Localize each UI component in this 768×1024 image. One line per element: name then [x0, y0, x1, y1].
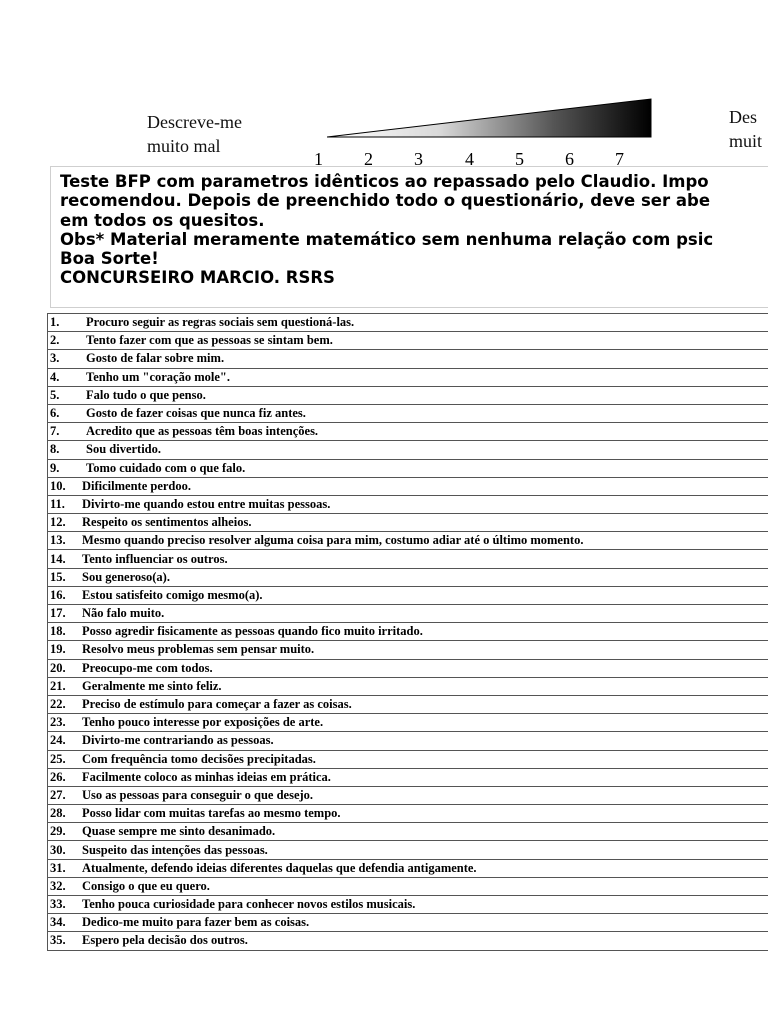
table-row [48, 841, 768, 859]
item-number: 31. [48, 859, 83, 877]
item-text: Geralmente me sinto feliz. [82, 677, 768, 695]
item-number: 2. [48, 332, 83, 350]
item-text: Tenho um "coração mole". [82, 368, 768, 386]
item-text: Resolvo meus problemas sem pensar muito. [82, 641, 768, 659]
scale-wedge-graphic [327, 97, 653, 143]
item-number: 32. [48, 877, 83, 895]
item-text: Posso lidar com muitas tarefas ao mesmo tempo. [82, 805, 768, 823]
scale-number-5: 5 [515, 149, 524, 169]
item-number: 24. [48, 732, 83, 750]
table-row [48, 495, 768, 513]
scale-number-7: 7 [615, 149, 624, 169]
table-row [48, 623, 768, 641]
item-number: 29. [48, 823, 83, 841]
table-row [48, 514, 768, 532]
table-row [48, 677, 768, 695]
item-number: 25. [48, 750, 83, 768]
instruction-line: Boa Sorte! [60, 249, 159, 269]
table-row [48, 532, 768, 550]
instruction-line: em todos os quesitos. [60, 210, 265, 230]
scale-number-6: 6 [565, 149, 574, 169]
table-row [48, 768, 768, 786]
table-row [48, 714, 768, 732]
item-text: Tento fazer com que as pessoas se sintam bem. [82, 332, 768, 350]
item-number: 20. [48, 659, 83, 677]
item-number: 8. [48, 441, 83, 459]
item-number: 13. [48, 532, 83, 550]
questionnaire-items-table [47, 313, 768, 951]
item-number: 1. [48, 314, 83, 332]
table-row [48, 732, 768, 750]
instruction-line: CONCURSEIRO MARCIO. RSRS [60, 268, 335, 288]
item-text: Divirto-me contrariando as pessoas. [82, 732, 768, 750]
table-row [48, 368, 768, 386]
item-number: 7. [48, 423, 83, 441]
scale-number-1: 1 [314, 149, 323, 169]
scale-label-left [147, 110, 242, 158]
table-row [48, 896, 768, 914]
item-text: Atualmente, defendo ideias diferentes daquelas que defendia antigamente. [82, 859, 768, 877]
item-number: 19. [48, 641, 83, 659]
item-text: Não falo muito. [82, 605, 768, 623]
item-number: 3. [48, 350, 83, 368]
item-number: 4. [48, 368, 83, 386]
table-row [48, 914, 768, 932]
table-row [48, 350, 768, 368]
table-row [48, 550, 768, 568]
item-number: 12. [48, 514, 83, 532]
scale-label-right-line2: muit [729, 131, 763, 151]
table-row [48, 823, 768, 841]
item-number: 21. [48, 677, 83, 695]
item-number: 16. [48, 586, 83, 604]
item-text: Gosto de falar sobre mim. [82, 350, 768, 368]
item-text: Gosto de fazer coisas que nunca fiz antes. [82, 404, 768, 422]
item-text: Consigo o que eu quero. [82, 877, 768, 895]
item-number: 15. [48, 568, 83, 586]
item-text: Tenho pouca curiosidade para conhecer novos estilos musicais. [82, 896, 768, 914]
table-row [48, 805, 768, 823]
table-row [48, 404, 768, 422]
item-number: 33. [48, 896, 83, 914]
table-row [48, 859, 768, 877]
item-text: Respeito os sentimentos alheios. [82, 514, 768, 532]
item-text: Preocupo-me com todos. [82, 659, 768, 677]
item-text: Espero pela decisão dos outros. [82, 932, 768, 950]
instruction-box [50, 166, 768, 308]
item-number: 35. [48, 932, 83, 950]
table-row [48, 659, 768, 677]
instruction-line: recomendou. Depois de preenchido todo o questionário, deve ser abe [60, 191, 711, 211]
item-number: 23. [48, 714, 83, 732]
table-row [48, 786, 768, 804]
table-row [48, 568, 768, 586]
scale-number-4: 4 [465, 149, 474, 169]
item-text: Posso agredir fisicamente as pessoas quando fico muito irritado. [82, 623, 768, 641]
item-text: Estou satisfeito comigo mesmo(a). [82, 586, 768, 604]
item-text: Uso as pessoas para conseguir o que desejo. [82, 786, 768, 804]
item-number: 28. [48, 805, 83, 823]
item-text: Dedico-me muito para fazer bem as coisas. [82, 914, 768, 932]
item-number: 6. [48, 404, 83, 422]
item-text: Suspeito das intenções das pessoas. [82, 841, 768, 859]
table-row [48, 441, 768, 459]
item-text: Tenho pouco interesse por exposições de arte. [82, 714, 768, 732]
table-row [48, 641, 768, 659]
scale-label-right-line1: Des [729, 107, 757, 127]
table-row [48, 932, 768, 950]
item-text: Acredito que as pessoas têm boas intenções. [82, 423, 768, 441]
table-row [48, 586, 768, 604]
item-number: 10. [48, 477, 83, 495]
scale-number-3: 3 [414, 149, 423, 169]
item-text: Facilmente coloco as minhas ideias em prática. [82, 768, 768, 786]
item-text: Com frequência tomo decisões precipitadas. [82, 750, 768, 768]
item-text: Falo tudo o que penso. [82, 386, 768, 404]
table-row [48, 423, 768, 441]
instruction-line: Obs* Material meramente matemático sem nenhuma relação com psic [60, 229, 714, 249]
item-number: 17. [48, 605, 83, 623]
item-text: Preciso de estímulo para começar a fazer as coisas. [82, 695, 768, 713]
item-text: Procuro seguir as regras sociais sem questioná-las. [82, 314, 768, 332]
table-row [48, 695, 768, 713]
table-row [48, 877, 768, 895]
item-number: 5. [48, 386, 83, 404]
item-number: 26. [48, 768, 83, 786]
item-number: 22. [48, 695, 83, 713]
table-row [48, 386, 768, 404]
scale-number-2: 2 [364, 149, 373, 169]
item-text: Tomo cuidado com o que falo. [82, 459, 768, 477]
item-text: Quase sempre me sinto desanimado. [82, 823, 768, 841]
item-number: 18. [48, 623, 83, 641]
table-row [48, 477, 768, 495]
item-text: Dificilmente perdoo. [82, 477, 768, 495]
item-number: 34. [48, 914, 83, 932]
table-row [48, 314, 768, 332]
item-text: Sou generoso(a). [82, 568, 768, 586]
item-text: Sou divertido. [82, 441, 768, 459]
rating-scale-header [110, 70, 768, 170]
table-row [48, 605, 768, 623]
item-number: 11. [48, 495, 83, 513]
item-text: Mesmo quando preciso resolver alguma coisa para mim, costumo adiar até o último momento. [82, 532, 768, 550]
table-row [48, 332, 768, 350]
table-row [48, 750, 768, 768]
item-number: 27. [48, 786, 83, 804]
item-number: 9. [48, 459, 83, 477]
scale-label-left-line1: Descreve-me [147, 112, 242, 132]
instruction-line: Teste BFP com parametros idênticos ao repassado pelo Claudio. Impo [60, 172, 709, 191]
table-row [48, 459, 768, 477]
scale-label-left-line2: muito mal [147, 136, 221, 156]
item-number: 30. [48, 841, 83, 859]
item-number: 14. [48, 550, 83, 568]
item-text: Divirto-me quando estou entre muitas pessoas. [82, 495, 768, 513]
item-text: Tento influenciar os outros. [82, 550, 768, 568]
scale-label-right [729, 105, 762, 153]
